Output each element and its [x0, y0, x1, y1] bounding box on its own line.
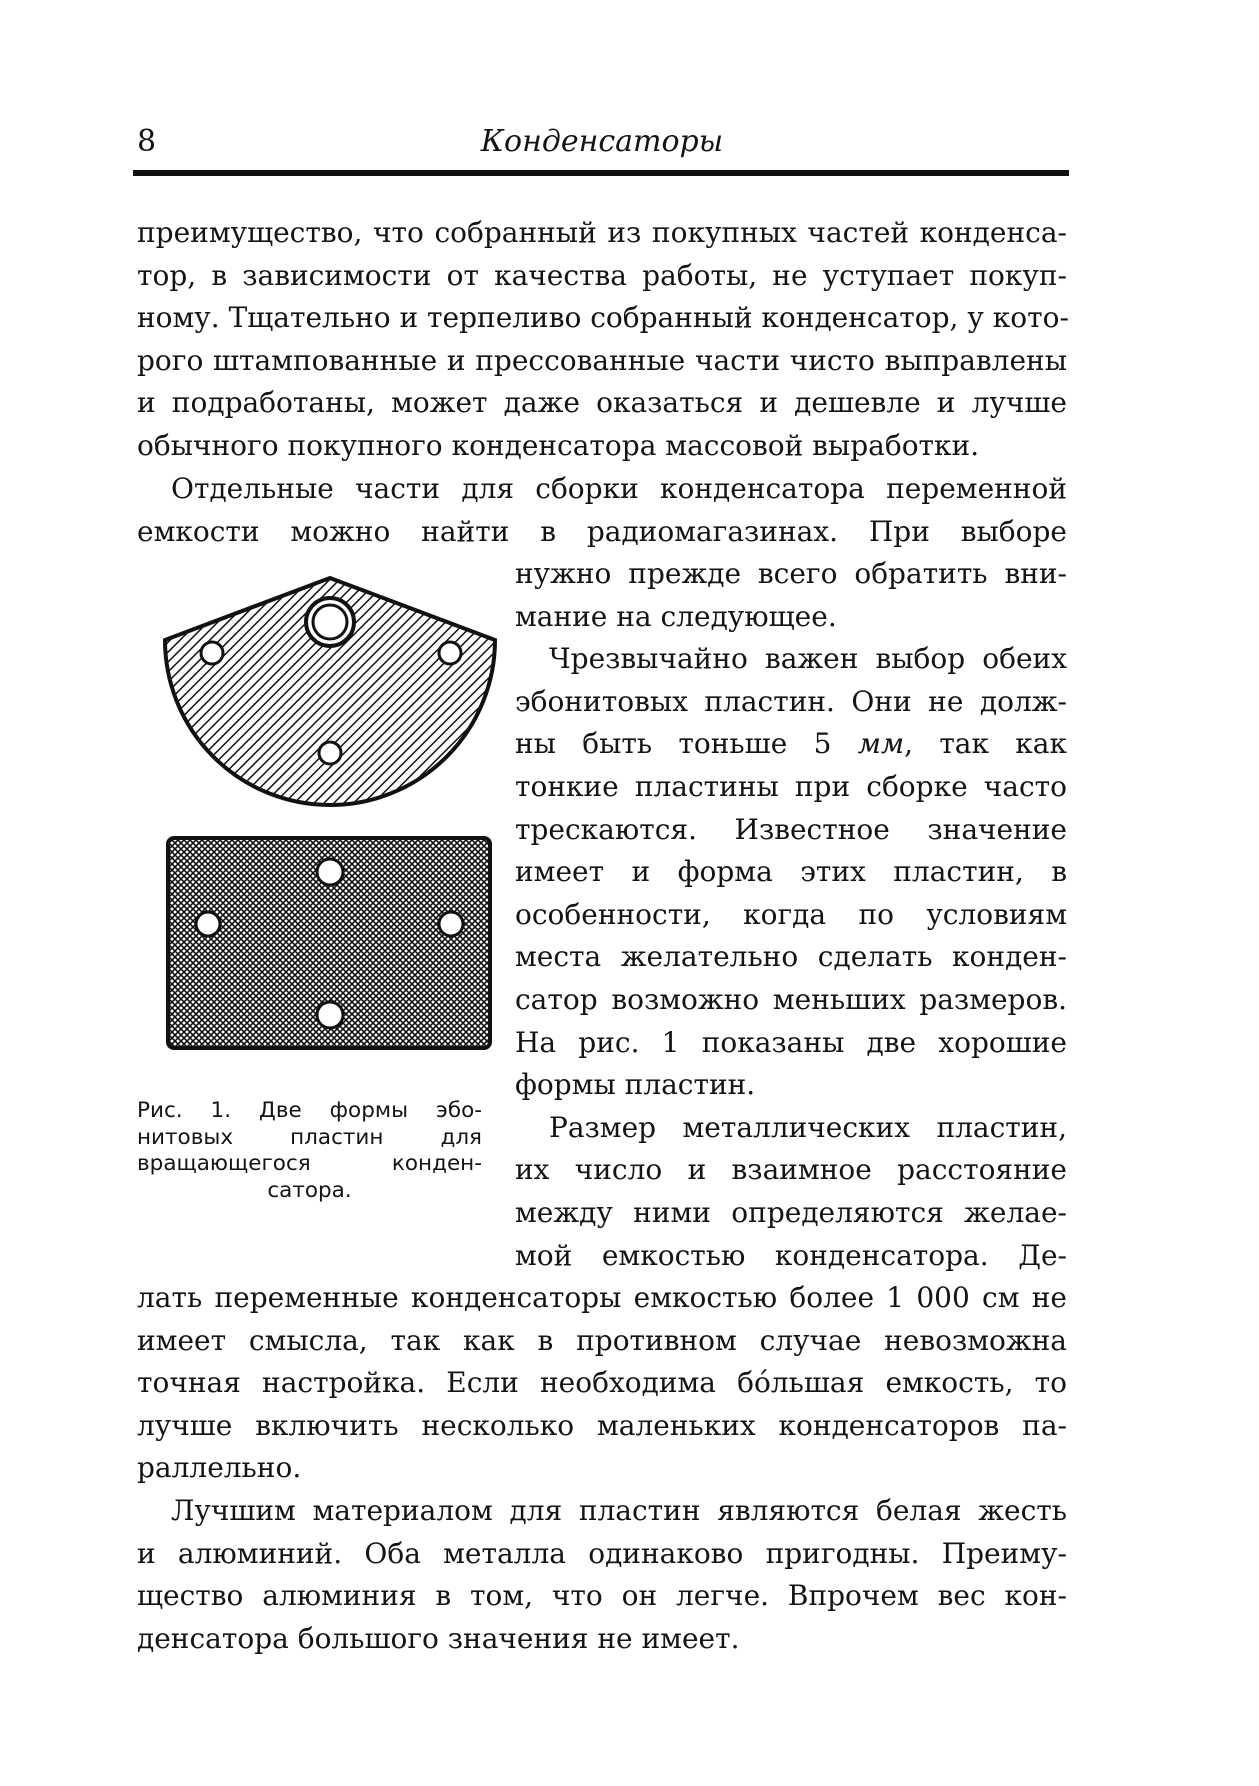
text-line: обычного покупного конденсатора массовой выработки. — [137, 428, 980, 462]
text-line: нужно прежде всего обратить вни- — [515, 557, 1067, 590]
sector-plate — [165, 578, 495, 805]
text-line: щество алюминия в том, что он легче. Впрочем вес кон- — [137, 1579, 1067, 1613]
text-line: тонкие пластины при сборке часто — [515, 769, 1067, 803]
text-line: лать переменные конденсаторы емкостью более 1 000 см не — [137, 1281, 1067, 1314]
text-line: мой емкостью конденсатора. Де- — [515, 1238, 1067, 1272]
paragraph-1 — [137, 212, 1067, 468]
text-line: Чрезвычайно важен выбор обеих — [549, 642, 1067, 676]
text-line: трескаются. Известное значение — [515, 812, 1067, 846]
caption-line: сатора. — [267, 1177, 352, 1203]
text-line: между ними определяются желае- — [515, 1195, 1067, 1229]
figure-1-drawing — [160, 570, 505, 1090]
text-line: Отдельные части для сборки конденсатора переменной — [171, 472, 1067, 505]
text-line: имеет смысла, так как в противном случае невозможна — [137, 1323, 1067, 1357]
text-line: имеет и форма этих пластин, в — [515, 855, 1067, 889]
text-line: рого штампованные и прессованные части чисто выправлены — [137, 343, 1067, 377]
text-line: и подработаны, может даже оказаться и дешевле и лучше — [137, 386, 1067, 420]
caption-line: Рис. 1. Две формы эбо- — [137, 1098, 482, 1123]
text-line: сатор возможно меньших размеров. — [515, 982, 1067, 1016]
caption-line: вращающегося конден- — [137, 1151, 482, 1176]
figure-1 — [160, 570, 505, 1090]
text-line: На рис. 1 показаны две хорошие — [515, 1025, 1067, 1059]
text-line: и алюминий. Оба металла одинаково пригодны. Преиму- — [137, 1536, 1067, 1570]
text-column-narrow — [515, 553, 1067, 1277]
text-line: Размер металлических пластин, — [549, 1110, 1067, 1144]
text-line: Лучшим материалом для пластин являются белая жесть — [171, 1494, 1067, 1527]
text-line: преимущество, что собранный из покупных частей конденса- — [137, 216, 1067, 249]
caption-line: нитовых пластин для — [137, 1124, 482, 1150]
rectangular-plate — [168, 838, 490, 1048]
text-line: их число и взаимное расстояние — [515, 1153, 1067, 1187]
figure-caption — [137, 1098, 482, 1204]
text-line: денсатора большого значения не имеет. — [137, 1621, 740, 1655]
text-line: лучше включить несколько маленьких конденсаторов па- — [137, 1408, 1067, 1442]
page-header — [137, 118, 1067, 168]
unit-mm: мм — [857, 727, 905, 761]
text-line: тор, в зависимости от качества работы, не уступает покуп- — [137, 258, 1067, 292]
paragraph-2 — [137, 468, 1067, 553]
text-line: ному. Тщательно и терпеливо собранный конденсатор, у кото- — [137, 301, 1069, 335]
paragraph-5 — [137, 1490, 1067, 1660]
text-line: мание на следующее. — [515, 599, 837, 633]
text-fragment: ны быть тоньше 5 мм, так как — [515, 727, 1067, 761]
text-line: емкости можно найти в радиомагазинах. При выборе — [137, 514, 1067, 548]
header-rule — [133, 170, 1069, 176]
text-line — [515, 723, 1067, 766]
paragraph-4-continued — [137, 1277, 1067, 1490]
running-title: Конденсаторы — [480, 124, 724, 159]
text-line: формы пластин. — [515, 1068, 756, 1102]
text-line: особенности, когда по условиям — [515, 897, 1067, 931]
text-line: места желательно сделать конден- — [515, 940, 1067, 974]
page-number: 8 — [137, 124, 157, 159]
text-line: точная настройка. Если необходима бо́льшая емкость, то — [137, 1366, 1067, 1400]
text-line: раллельно. — [137, 1451, 302, 1485]
text-line: эбонитовых пластин. Они не долж- — [515, 684, 1067, 718]
